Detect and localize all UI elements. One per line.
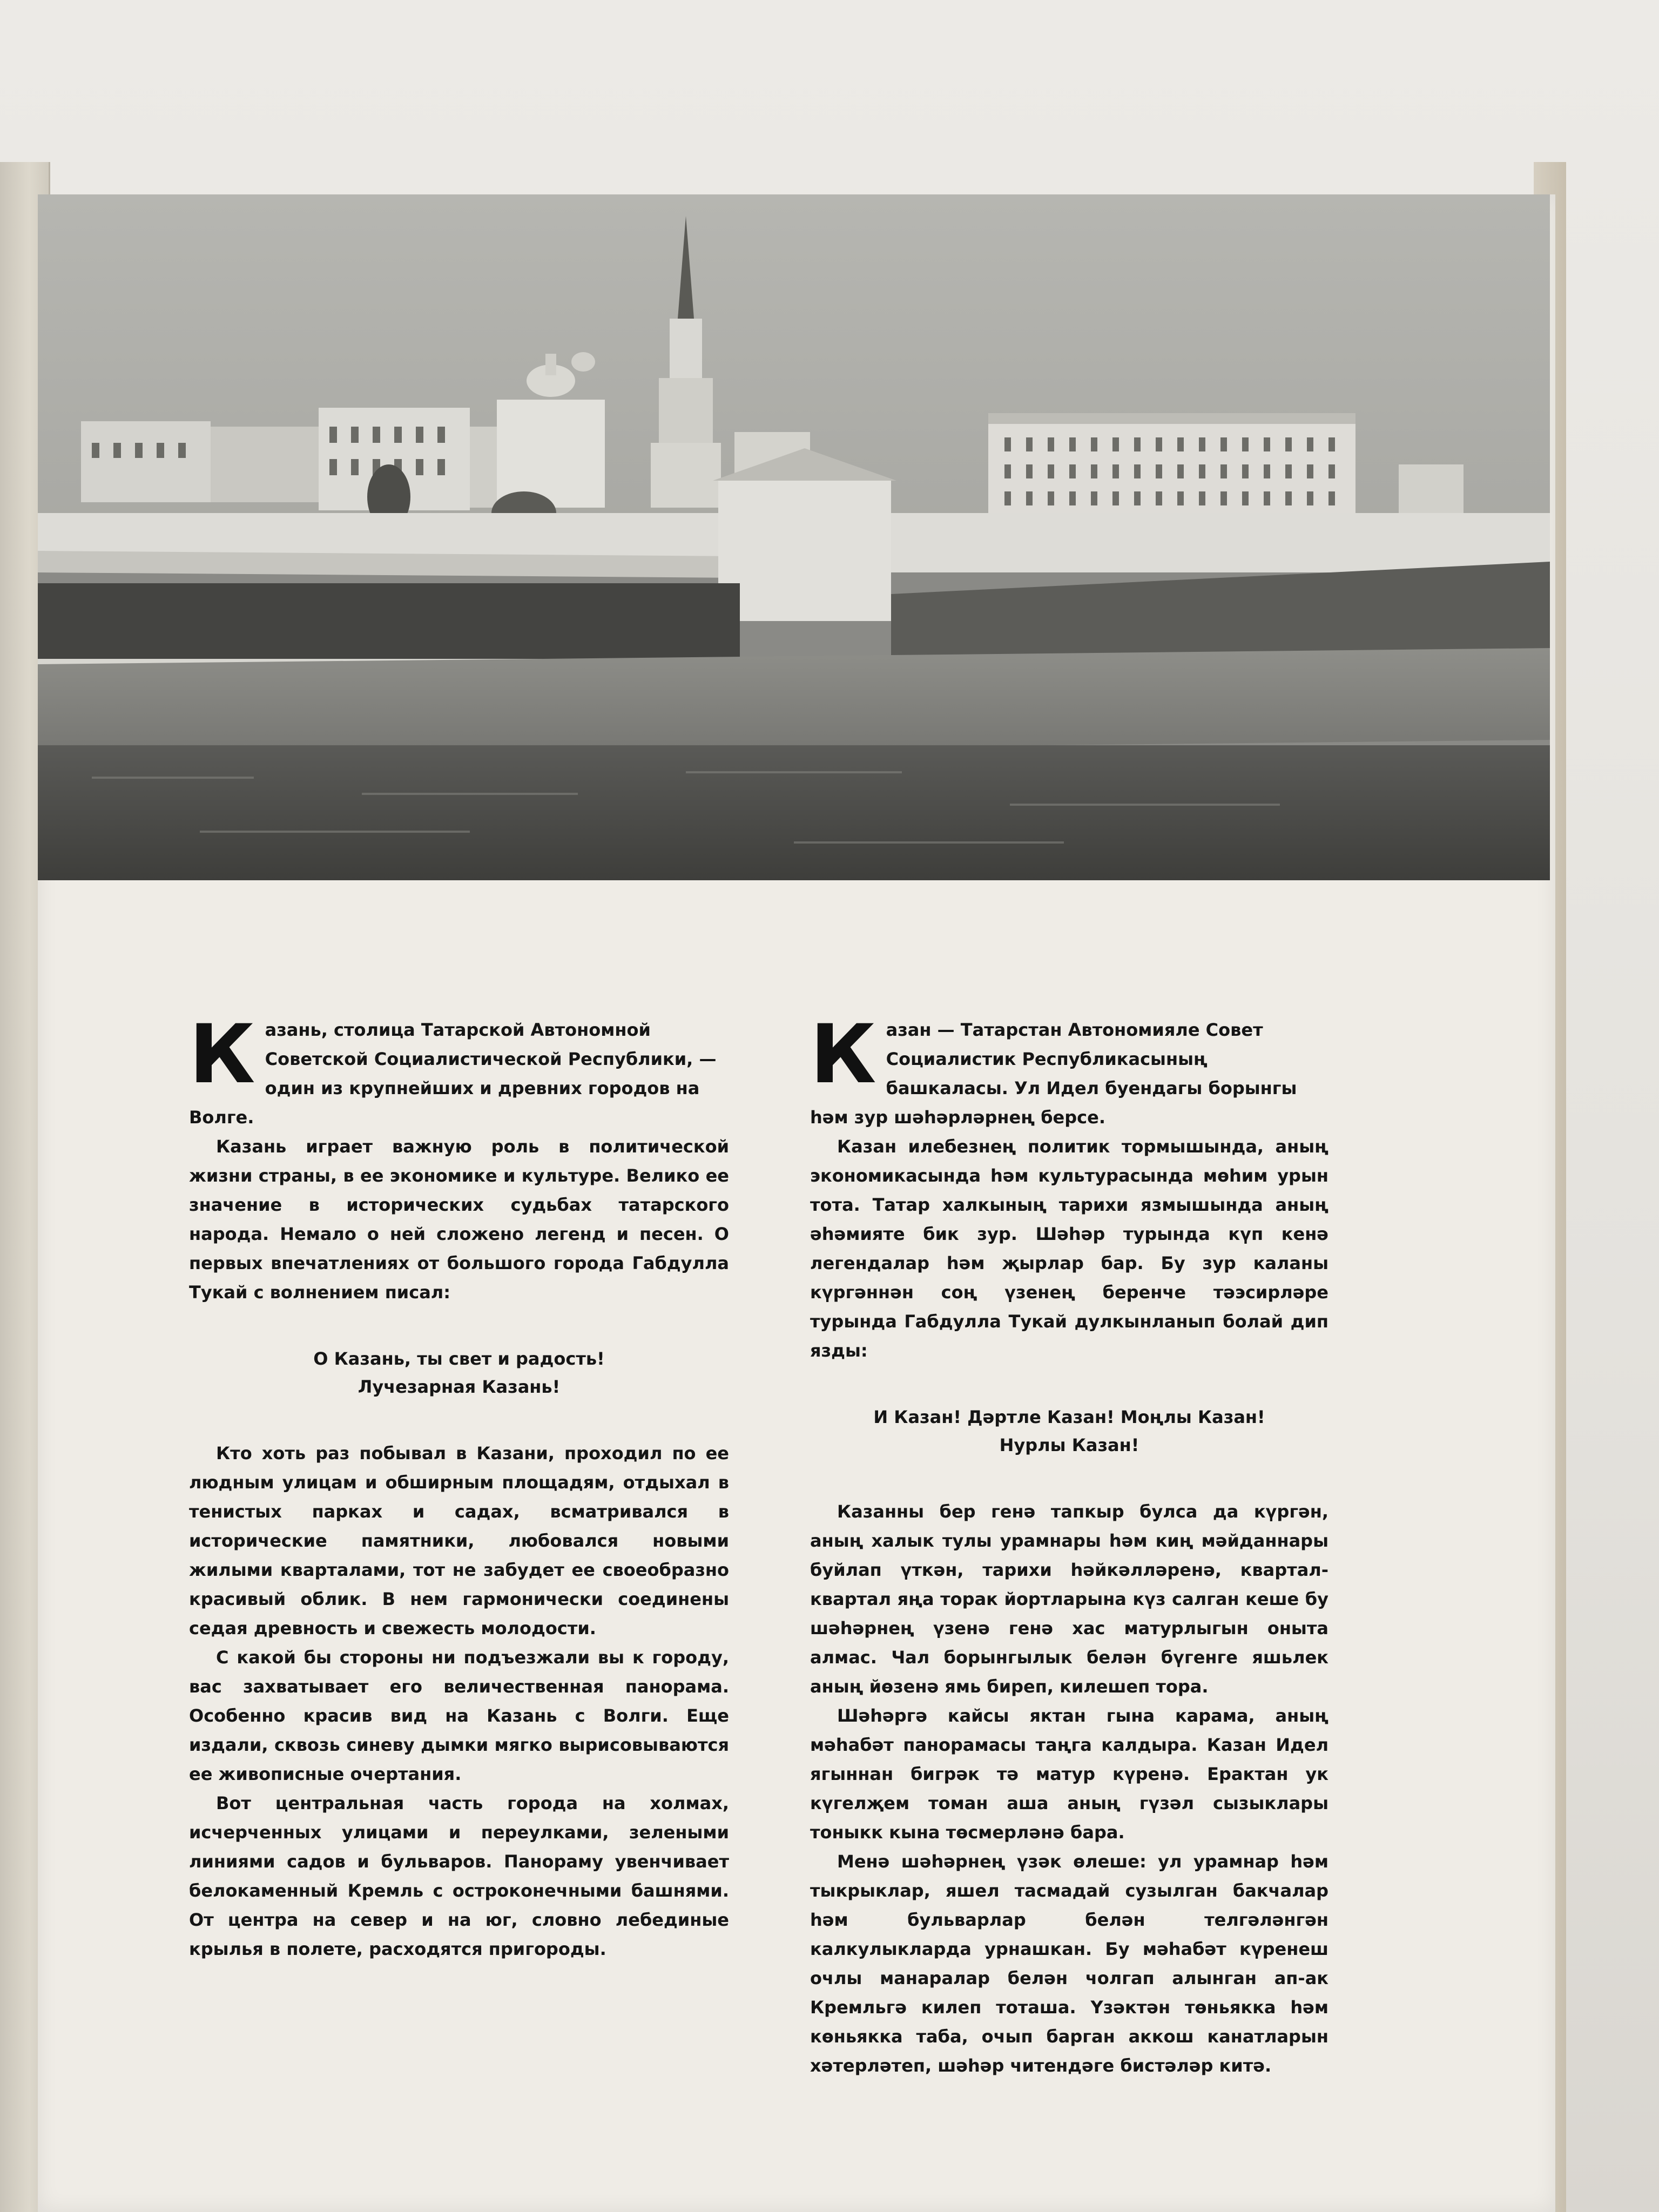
russian-paragraph-2: Кто хоть раз побывал в Казани, проходил по ее людным улицам и обширным площадям, отдыхал в тенистых парках и садах, всматривался в исторические памятники, любовался новыми жилыми кварталами, тот не забудет ее своеобразно красивый облик. В нем гармонически соединены седая древность и свежесть молодости. — [189, 1443, 729, 1638]
russian-drop-cap: К — [189, 1008, 255, 1102]
tatar-poem-line-2: Нурлы Казан! — [999, 1435, 1139, 1455]
russian-poem — [189, 1345, 729, 1401]
tatar-drop-cap: К — [810, 1008, 876, 1102]
tatar-lead-paragraph — [810, 1008, 1328, 1132]
tatar-paragraph-2: Казанны бер генә тапкыр булса да күргән, аның халык тулы урамнары һәм киң мәйданнары буйлап үткән, тарихи һәйкәлләренә, квартал-квартал яңа торак йортларына күз салган кеше бу шәһәрнең үзенә генә хас матурлыгын онытa алмас. Чал борынгылык белән бүгенге яшьлек аның йөзенә ямь биреп, килешеп тора. — [810, 1501, 1328, 1697]
russian-paragraph-4: Вот центральная часть города на холмах, исчерченных улицами и переулками, зелеными линиями садов и бульваров. Панораму увенчивает белокаменный Кремль с остроконечными башнями. От центра на север и на юг, словно лебединые крылья в полете, расходятся пригороды. — [189, 1793, 729, 1959]
tatar-poem-line-1: И Казан! Дәртле Казан! Моңлы Казан! — [873, 1407, 1265, 1427]
kremlin-photo-illustration — [38, 194, 1550, 880]
russian-lead-text: азань, столица Татарской Автономной Советской Социалистической Республики, — один из крупнейших и древних городов на Волге. — [189, 1020, 717, 1128]
tatar-poem — [810, 1403, 1328, 1459]
russian-paragraph-3: С какой бы стороны ни подъезжали вы к городу, вас захватывает его величественная панорама. Особенно красив вид на Казань с Волги. Еще издали, сквозь синеву дымки мягко вырисовываются ее живописные очертания. — [189, 1647, 729, 1784]
russian-poem-line-2: Лучезарная Казань! — [358, 1377, 561, 1397]
tatar-paragraph-1: Казан илебезнең политик тормышында, аның экономикасында һәм культурасында мөһим урын тота. Татар халкының тарихи язмышында аның әһәмияте бик зур. Шәһәр турында күп кенә легендалар һәм җырлар бар. Бу зур каланы күргәннән соң үзенең беренче тәэсирләре турында Габдулла Тукай дулкынланып болай дип язды: — [810, 1136, 1328, 1361]
kremlin-panorama-photo — [38, 194, 1550, 880]
tatar-lead-text: азан — Татарстан Автономияле Совет Социалистик Республикасының башкаласы. Ул Идел буендагы борынгы һәм зур шәһәрләрнең берсе. — [810, 1020, 1297, 1128]
russian-poem-line-1: О Казань, ты свет и радость! — [313, 1348, 605, 1369]
tatar-paragraph-4: Менә шәһәрнең үзәк өлеше: ул урамнар һәм тыкрыклар, яшел тасмадай сузылган бакчалар һәм бульварлар белән телгәләнгән калкулыкларда урнашкан. Бу мәһабәт күренеш очлы манаралар белән чолгап алынган ап-ак Кремльгә килеп тоташа. Үзәктән төньякка һәм көньякка таба, очып барган аккош канатларын хәтерләтеп, шәһәр читендәге бистәләр китә. — [810, 1851, 1328, 2076]
russian-text-column — [189, 1008, 729, 1964]
russian-paragraph-1: Казань играет важную роль в политической жизни страны, в ее экономике и культуре. Велико ее значение в исторических судьбах татарского народа. Немало о ней сложено легенд и песен. О первых впечатлениях от большого города Габдулла Тукай с волнением писал: — [189, 1136, 729, 1303]
russian-lead-paragraph — [189, 1008, 729, 1132]
book-page — [38, 194, 1555, 2212]
tatar-text-column — [810, 1008, 1328, 2080]
tatar-paragraph-3: Шәһәргә кайсы яктан гына карама, аның мәһабәт панорамасы таңга калдыра. Казан Идел ягыннан бигрәк тә матур күренә. Ерактан ук күгелҗем томан аша аның гүзәл сызыклары тоныкк кына төсмерләнә бара. — [810, 1705, 1328, 1843]
